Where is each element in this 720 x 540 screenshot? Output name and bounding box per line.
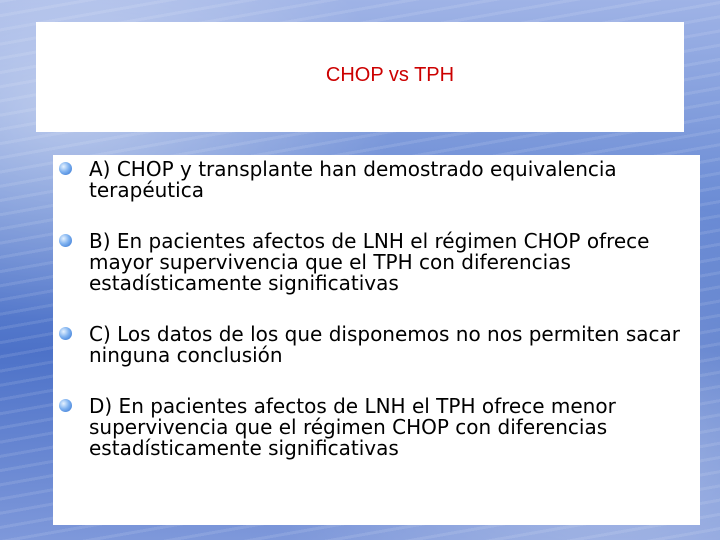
bullet-dot-icon bbox=[59, 162, 72, 175]
option-a-text: A) CHOP y transplante han demostrado equivalencia terapéutica bbox=[89, 157, 617, 202]
option-a[interactable] bbox=[59, 159, 689, 201]
slide-title: CHOP vs TPH bbox=[325, 63, 455, 86]
option-d[interactable] bbox=[59, 396, 689, 459]
title-panel bbox=[36, 22, 684, 132]
bullet-dot-icon bbox=[59, 399, 72, 412]
content-panel bbox=[53, 155, 700, 525]
answer-options-list bbox=[59, 159, 689, 489]
option-b-text: B) En pacientes afectos de LNH el régimen CHOP ofrece mayor supervivencia que el TPH con diferencias estadísticamente significativas bbox=[89, 229, 650, 295]
bullet-dot-icon bbox=[59, 327, 72, 340]
bullet-dot-icon bbox=[59, 234, 72, 247]
option-c[interactable] bbox=[59, 324, 689, 366]
option-b[interactable] bbox=[59, 231, 689, 294]
option-c-text: C) Los datos de los que disponemos no nos permiten sacar ninguna conclusión bbox=[89, 322, 680, 367]
option-d-text: D) En pacientes afectos de LNH el TPH ofrece menor supervivencia que el régimen CHOP con diferencias estadísticamente significativas bbox=[89, 394, 616, 460]
